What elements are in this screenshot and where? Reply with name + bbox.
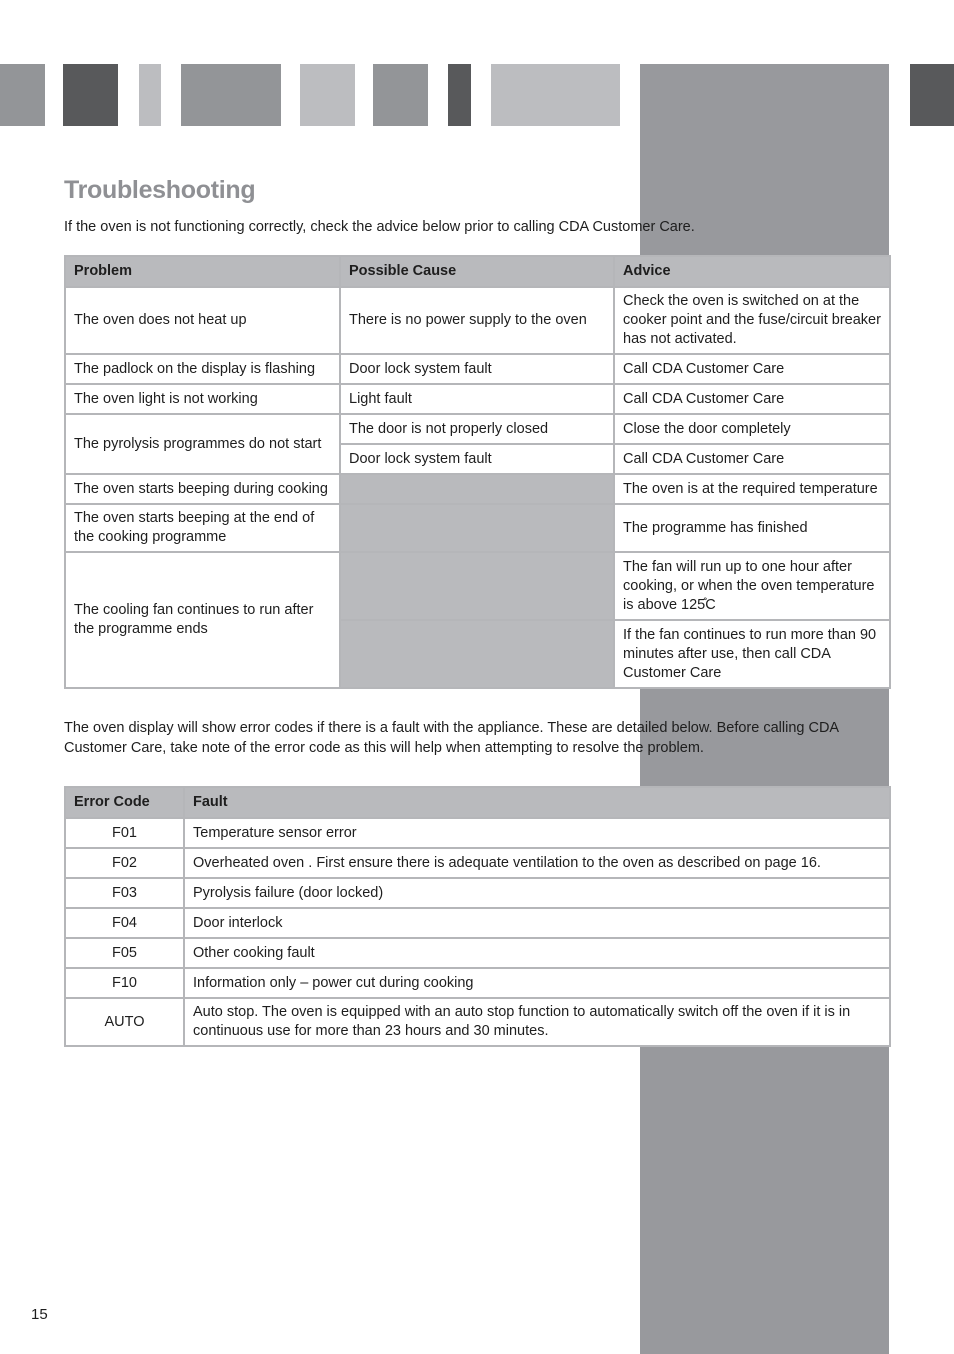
table-row bbox=[65, 474, 890, 504]
error-code-cell: F10 bbox=[65, 968, 184, 998]
error-code-cell: F02 bbox=[65, 848, 184, 878]
header-error-code: Error Code bbox=[65, 787, 184, 818]
cause-cell: The door is not properly closed bbox=[340, 414, 614, 444]
table-row bbox=[65, 938, 890, 968]
cause-cell-empty bbox=[340, 552, 614, 620]
fault-cell: Auto stop. The oven is equipped with an auto stop function to automatically switch off the oven if it is in continuous use for more than 23 hours and 30 minutes. bbox=[184, 998, 890, 1046]
header-block bbox=[491, 64, 620, 126]
advice-cell: The fan will run up to one hour after cooking, or when the oven temperature is above 125̊C bbox=[614, 552, 890, 620]
table-row bbox=[65, 878, 890, 908]
advice-cell: Call CDA Customer Care bbox=[614, 384, 890, 414]
intro-text: If the oven is not functioning correctly, check the advice below prior to calling CDA Customer Care. bbox=[64, 219, 695, 235]
header-problem: Problem bbox=[65, 256, 340, 287]
cause-cell-empty bbox=[340, 474, 614, 504]
cause-cell-empty bbox=[340, 620, 614, 688]
error-code-cell: F04 bbox=[65, 908, 184, 938]
advice-cell: If the fan continues to run more than 90 minutes after use, then call CDA Customer Care bbox=[614, 620, 890, 688]
problem-cell: The oven starts beeping at the end of the cooking programme bbox=[65, 504, 340, 552]
table-row bbox=[65, 504, 890, 552]
table-row bbox=[65, 968, 890, 998]
table-row bbox=[65, 384, 890, 414]
problem-cell: The cooling fan continues to run after the programme ends bbox=[65, 552, 340, 688]
fault-cell: Door interlock bbox=[184, 908, 890, 938]
cause-cell: Light fault bbox=[340, 384, 614, 414]
table-row bbox=[65, 818, 890, 848]
fault-cell: Information only – power cut during cooking bbox=[184, 968, 890, 998]
page-number: 15 bbox=[31, 1306, 48, 1323]
troubleshooting-table bbox=[64, 255, 891, 689]
fault-cell: Overheated oven . First ensure there is adequate ventilation to the oven as described on page 16. bbox=[184, 848, 890, 878]
table-row bbox=[65, 908, 890, 938]
table-row bbox=[65, 552, 890, 620]
fault-cell: Pyrolysis failure (door locked) bbox=[184, 878, 890, 908]
header-advice: Advice bbox=[614, 256, 890, 287]
problem-cell: The oven light is not working bbox=[65, 384, 340, 414]
problem-cell: The oven starts beeping during cooking bbox=[65, 474, 340, 504]
advice-cell: The oven is at the required temperature bbox=[614, 474, 890, 504]
error-code-table bbox=[64, 786, 891, 1047]
header-block bbox=[181, 64, 281, 126]
problem-cell: The oven does not heat up bbox=[65, 287, 340, 354]
advice-cell: Call CDA Customer Care bbox=[614, 354, 890, 384]
header-block bbox=[373, 64, 428, 126]
cause-cell: There is no power supply to the oven bbox=[340, 287, 614, 354]
error-code-cell: F01 bbox=[65, 818, 184, 848]
header-block bbox=[300, 64, 355, 126]
error-code-cell: F03 bbox=[65, 878, 184, 908]
problem-cell: The padlock on the display is flashing bbox=[65, 354, 340, 384]
cause-cell-empty bbox=[340, 504, 614, 552]
table-header-row bbox=[65, 256, 890, 287]
header-block bbox=[139, 64, 161, 126]
advice-cell: The programme has finished bbox=[614, 504, 890, 552]
table-row bbox=[65, 287, 890, 354]
table-row bbox=[65, 998, 890, 1046]
table-row bbox=[65, 354, 890, 384]
table-row bbox=[65, 848, 890, 878]
page-title: Troubleshooting bbox=[64, 176, 256, 204]
header-cause: Possible Cause bbox=[340, 256, 614, 287]
error-code-cell: AUTO bbox=[65, 998, 184, 1046]
header-block bbox=[910, 64, 954, 126]
header-fault: Fault bbox=[184, 787, 890, 818]
error-code-cell: F05 bbox=[65, 938, 184, 968]
cause-cell: Door lock system fault bbox=[340, 444, 614, 474]
header-block bbox=[448, 64, 471, 126]
table-row bbox=[65, 414, 890, 444]
error-codes-intro: The oven display will show error codes if there is a fault with the appliance. These are detailed below. Before calling CDA Customer Care, take note of the error code as this will help when attempting to resolve the problem. bbox=[64, 720, 839, 756]
advice-cell: Close the door completely bbox=[614, 414, 890, 444]
advice-cell: Call CDA Customer Care bbox=[614, 444, 890, 474]
fault-cell: Other cooking fault bbox=[184, 938, 890, 968]
advice-cell: Check the oven is switched on at the cooker point and the fuse/circuit breaker has not activated. bbox=[614, 287, 890, 354]
header-block bbox=[0, 64, 45, 126]
problem-cell: The pyrolysis programmes do not start bbox=[65, 414, 340, 474]
fault-cell: Temperature sensor error bbox=[184, 818, 890, 848]
header-block bbox=[63, 64, 118, 126]
table-header-row bbox=[65, 787, 890, 818]
cause-cell: Door lock system fault bbox=[340, 354, 614, 384]
